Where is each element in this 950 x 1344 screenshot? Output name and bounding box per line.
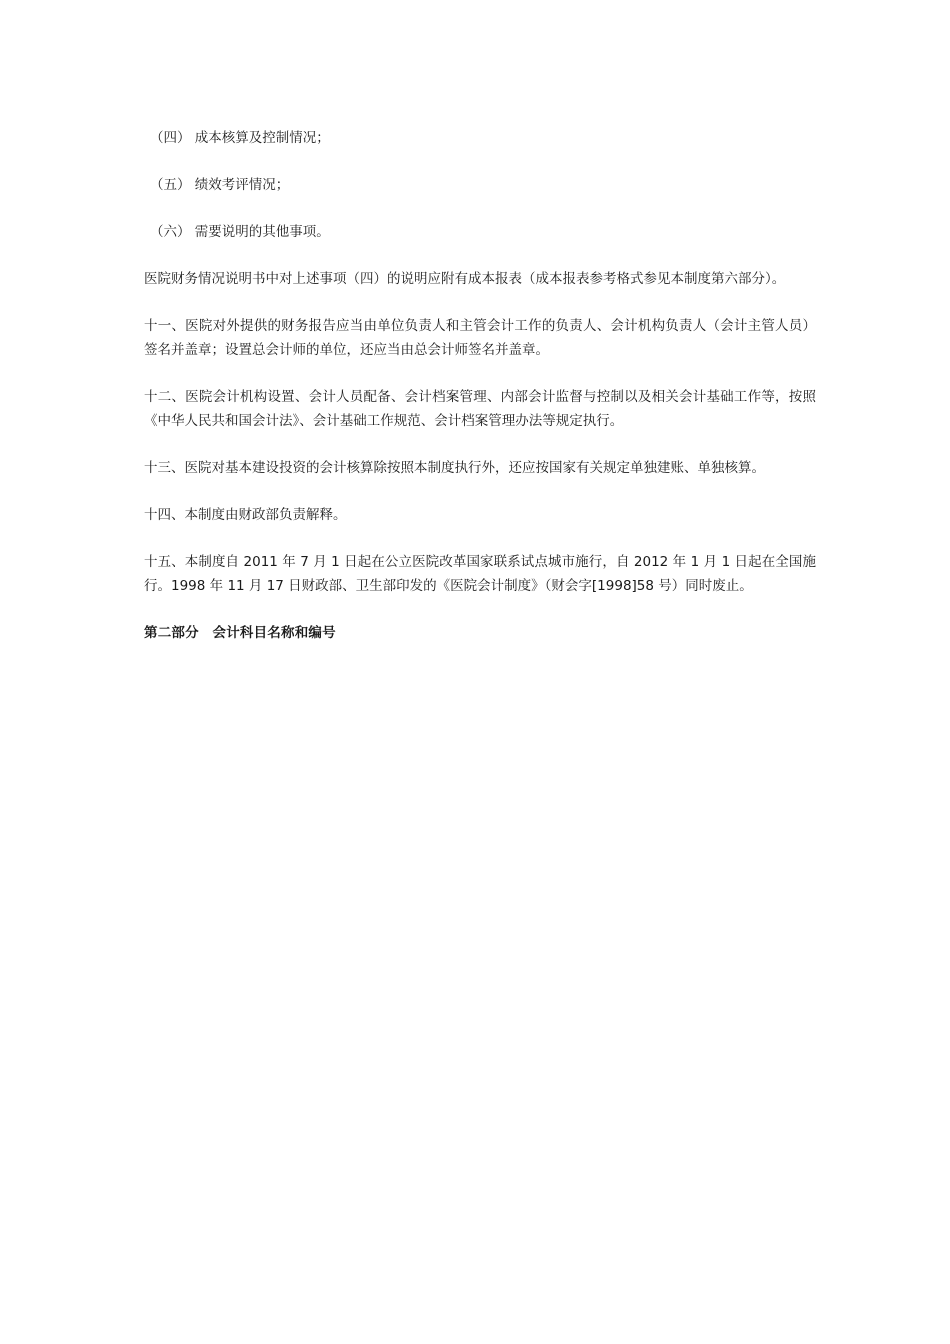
paragraph-article-12: 十二、医院会计机构设置、会计人员配备、会计档案管理、内部会计监督与控制以及相关会计基础工作等，按照《中华人民共和国会计法》、会计基础工作规范、会计档案管理办法等规定执行。 — [144, 389, 816, 429]
list-item-performance-evaluation: （五） 绩效考评情况； — [150, 177, 290, 193]
section-heading: 第二部分 会计科目名称和编号 — [144, 625, 336, 641]
paragraph-article-14: 十四、本制度由财政部负责解释。 — [144, 507, 347, 523]
paragraph-article-11: 十一、医院对外提供的财务报告应当由单位负责人和主管会计工作的负责人、会计机构负责人（会计主管人员）签名并盖章；设置总会计师的单位，还应当由总会计师签名并盖章。 — [144, 318, 816, 358]
document-body — [144, 126, 816, 645]
list-item-other-matters: （六） 需要说明的其他事项。 — [150, 224, 330, 240]
paragraph-financial-statement-note: 医院财务情况说明书中对上述事项（四）的说明应附有成本报表（成本报表参考格式参见本制度第六部分）。 — [144, 271, 786, 287]
paragraph-article-13: 十三、医院对基本建设投资的会计核算除按照本制度执行外，还应按国家有关规定单独建账、单独核算。 — [144, 460, 765, 476]
list-item-cost-accounting: （四） 成本核算及控制情况； — [150, 130, 330, 146]
paragraph-article-15: 十五、本制度自 2011 年 7 月 1 日起在公立医院改革国家联系试点城市施行，自 2012 年 1 月 1 日起在全国施行。1998 年 11 月 17 日财政部、卫生部印发的《医院会计制度》（财会字[1998]58 号）同时废止。 — [144, 554, 816, 594]
